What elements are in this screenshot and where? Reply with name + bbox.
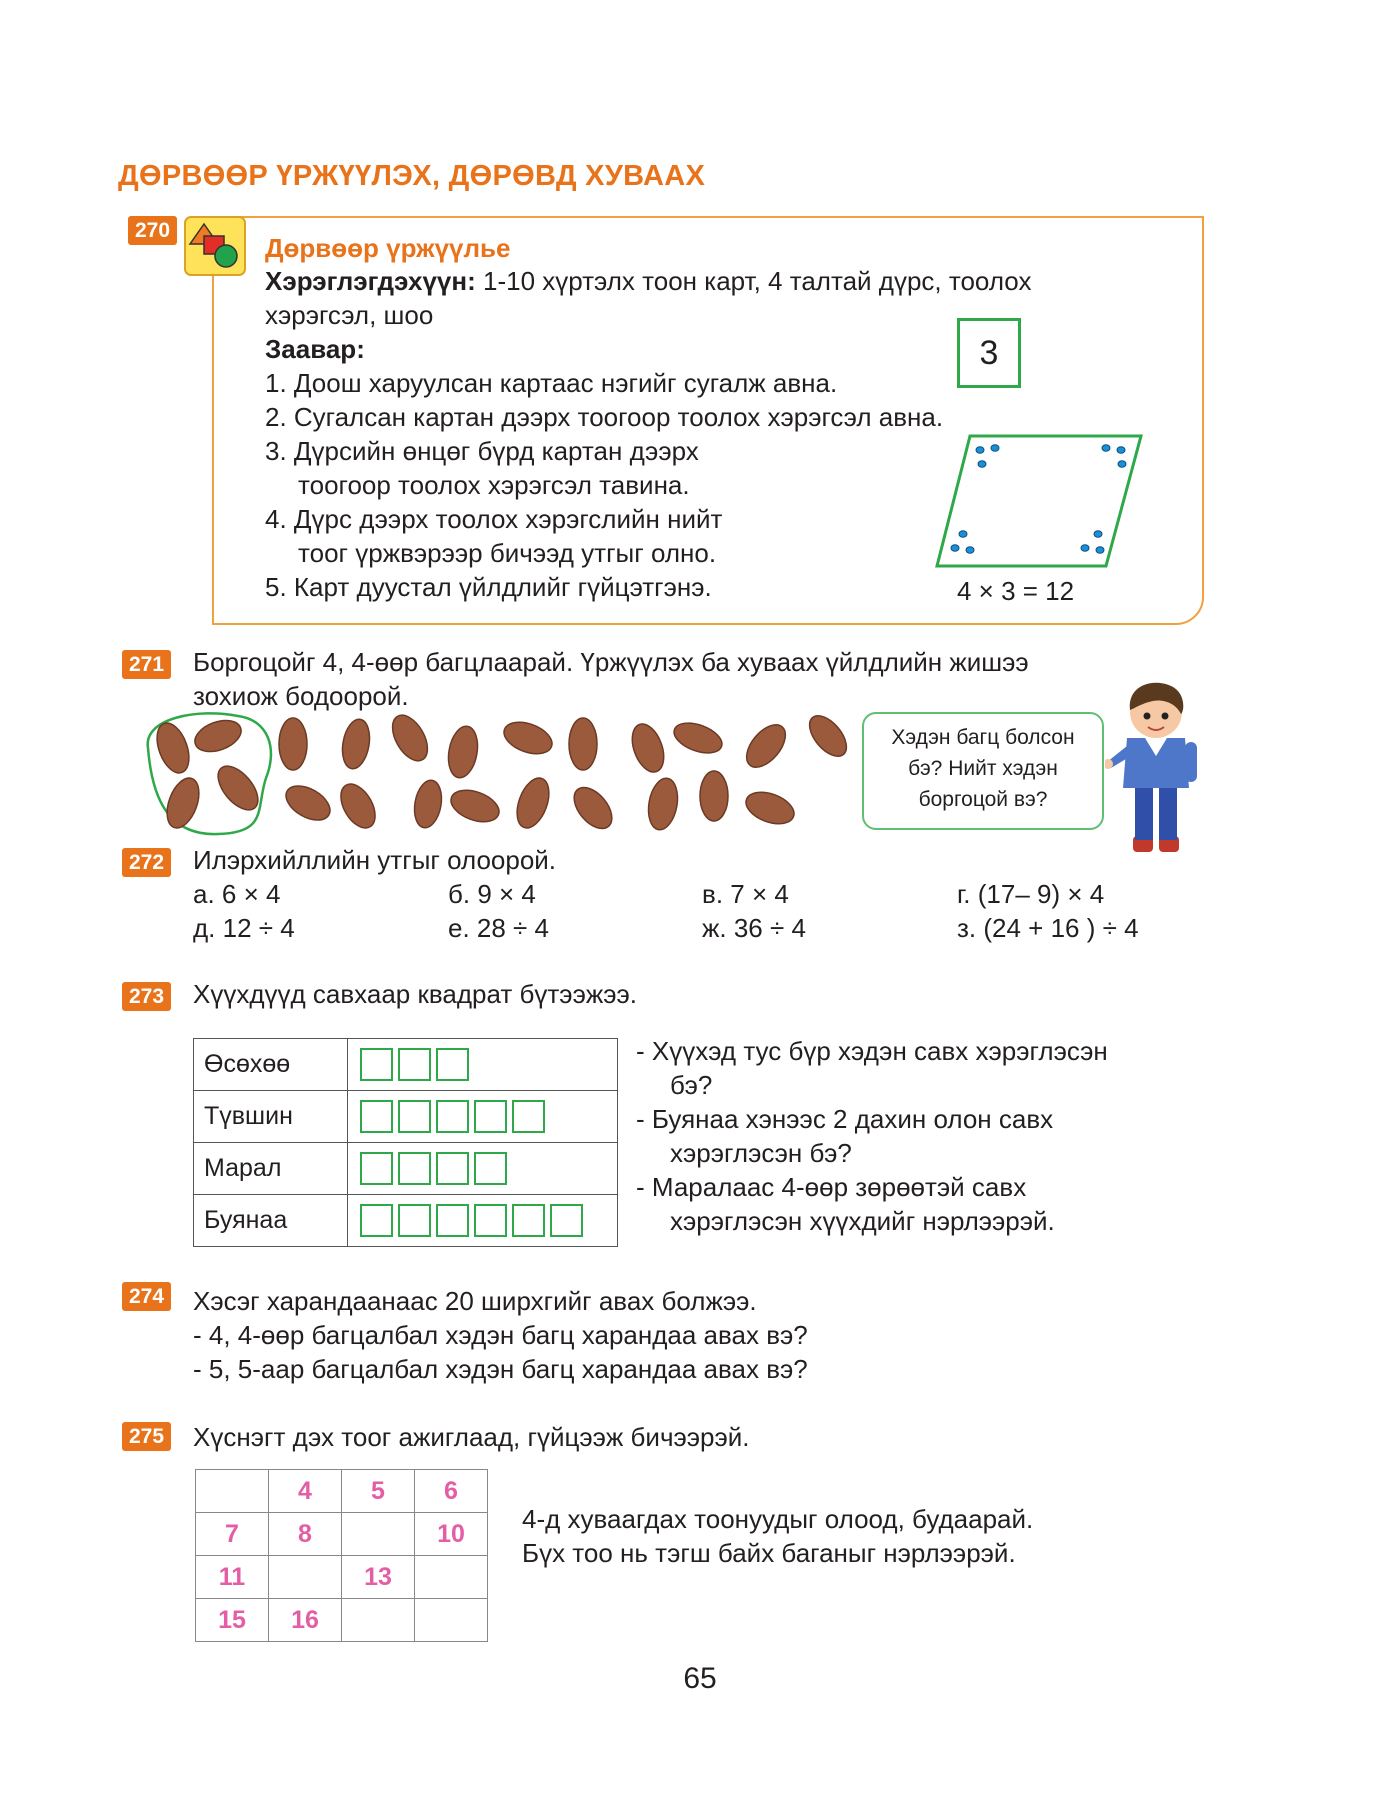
bubble-line-2: бэ? Нийт хэдэн xyxy=(908,757,1058,780)
number-grid xyxy=(195,1469,488,1642)
prompt-274: Хэсэг харандаанаас 20 ширхгийг авах болжээ. xyxy=(193,1286,757,1316)
prompt-273: Хүүхдүүд савхаар квадрат бүтээжээ. xyxy=(193,979,637,1009)
number-card: 3 xyxy=(957,318,1021,388)
question-273-3-cont: хэрэглэсэн хүүхдийг нэрлээрэй. xyxy=(670,1206,1055,1236)
question-273-1: - Хүүхэд тус бүр хэдэн савх хэрэглэсэн xyxy=(636,1036,1108,1066)
expr-zh: ж. 36 ÷ 4 xyxy=(702,913,806,943)
expr-z: з. (24 + 16 ) ÷ 4 xyxy=(957,913,1139,943)
grid-cell xyxy=(269,1556,342,1599)
child-name: Марал xyxy=(194,1143,348,1195)
equation-270: 4 × 3 = 12 xyxy=(957,576,1075,606)
prompt-271-line1: Боргоцойг 4, 4-өөр багцлаарай. Үржүүлэх ба хуваах үйлдлийн жишээ xyxy=(193,647,1029,677)
table-row xyxy=(196,1599,488,1642)
child-name: Өсөхөө xyxy=(194,1039,348,1091)
grid-cell xyxy=(342,1513,415,1556)
squares-row xyxy=(360,1204,616,1237)
bubble-line-1: Хэдэн багц болсон xyxy=(891,726,1075,749)
step-1: 1. Доош харуулсан картаас нэгийг сугалж авна. xyxy=(265,368,838,398)
square xyxy=(474,1204,507,1237)
square xyxy=(436,1204,469,1237)
step-4-cont: тоог үржвэрээр бичээд утгыг олно. xyxy=(298,538,717,568)
squares-row xyxy=(360,1100,616,1133)
grid-cell xyxy=(342,1599,415,1642)
problem-number-272: 272 xyxy=(122,848,171,877)
expr-v: в. 7 × 4 xyxy=(702,879,789,909)
square xyxy=(436,1100,469,1133)
activity-subtitle: Дөрвөөр үржүүлье xyxy=(265,233,511,263)
question-273-2: - Буянаа хэнээс 2 дахин олон савх xyxy=(636,1104,1054,1134)
step-4: 4. Дүрс дээрх тоолох хэрэгслийн нийт xyxy=(265,504,723,534)
parallelogram-figure xyxy=(935,432,1145,570)
expr-a: а. 6 × 4 xyxy=(193,879,281,909)
bubble-line-3: боргоцой вэ? xyxy=(918,788,1048,811)
square xyxy=(474,1152,507,1185)
speech-bubble xyxy=(862,712,1104,830)
question-273-1-cont: бэ? xyxy=(670,1070,713,1100)
question-274-2: - 5, 5-аар багцалбал хэдэн багц харандаа авах вэ? xyxy=(193,1354,808,1384)
expr-b: б. 9 × 4 xyxy=(448,879,536,909)
table-row xyxy=(196,1513,488,1556)
shapes-icon xyxy=(184,216,246,276)
square xyxy=(398,1152,431,1185)
squares-cell xyxy=(348,1091,618,1143)
square xyxy=(550,1204,583,1237)
table-row xyxy=(196,1470,488,1513)
table-row xyxy=(194,1039,618,1091)
squares-row xyxy=(360,1152,616,1185)
instructions-label: Заавар: xyxy=(265,334,365,364)
prompt-275: Хүснэгт дэх тоог ажиглаад, гүйцээж бичээрэй. xyxy=(193,1422,750,1452)
materials-text: 1-10 хүртэлх тоон карт, 4 талтай дүрс, тоолох xyxy=(475,266,1032,296)
task-275-2: Бүх тоо нь тэгш байх баганыг нэрлээрэй. xyxy=(522,1538,1016,1568)
grid-cell: 13 xyxy=(342,1556,415,1599)
boy-illustration xyxy=(1105,676,1215,862)
square xyxy=(360,1204,393,1237)
page-number: 65 xyxy=(683,1662,717,1695)
squares-row xyxy=(360,1048,616,1081)
problem-number-275: 275 xyxy=(122,1422,171,1451)
expr-e: е. 28 ÷ 4 xyxy=(448,913,550,943)
square xyxy=(360,1152,393,1185)
grid-cell: 15 xyxy=(196,1599,269,1642)
grid-cell: 10 xyxy=(415,1513,488,1556)
grid-cell: 5 xyxy=(342,1470,415,1513)
grid-cell: 11 xyxy=(196,1556,269,1599)
child-name: Буянаа xyxy=(194,1195,348,1247)
grid-cell: 4 xyxy=(269,1470,342,1513)
problem-number-273: 273 xyxy=(122,982,171,1011)
squares-cell xyxy=(348,1195,618,1247)
table-row xyxy=(196,1556,488,1599)
question-273-2-cont: хэрэглэсэн бэ? xyxy=(670,1138,852,1168)
grid-cell xyxy=(415,1599,488,1642)
grid-cell: 6 xyxy=(415,1470,488,1513)
square xyxy=(436,1048,469,1081)
materials-line-2: хэрэгсэл, шоо xyxy=(265,300,434,330)
sticks-table xyxy=(193,1038,618,1247)
square xyxy=(398,1204,431,1237)
step-5: 5. Карт дуустал үйлдлийг гүйцэтгэнэ. xyxy=(265,572,712,602)
question-273-3: - Маралаас 4-өөр зөрөөтэй савх xyxy=(636,1172,1027,1202)
table-row xyxy=(194,1195,618,1247)
squares-cell xyxy=(348,1143,618,1195)
square xyxy=(398,1100,431,1133)
materials-label: Хэрэглэгдэхүүн: xyxy=(265,266,476,296)
step-3: 3. Дүрсийн өнцөг бүрд картан дээрх xyxy=(265,436,699,466)
child-name: Түвшин xyxy=(194,1091,348,1143)
grid-cell xyxy=(415,1556,488,1599)
squares-cell xyxy=(348,1039,618,1091)
square xyxy=(398,1048,431,1081)
section-title: ДӨРВӨӨР ҮРЖҮҮЛЭХ, ДӨРӨВД ХУВААХ xyxy=(118,160,706,192)
prompt-272: Илэрхийллийн утгыг олоорой. xyxy=(193,845,557,875)
question-274-1: - 4, 4-өөр багцалбал хэдэн багц харандаа авах вэ? xyxy=(193,1320,808,1350)
task-275-1: 4-д хуваагдах тоонуудыг олоод, будаарай. xyxy=(522,1504,1034,1534)
pine-cones-illustration xyxy=(138,708,858,838)
table-row xyxy=(194,1143,618,1195)
step-2: 2. Сугалсан картан дээрх тоогоор тоолох хэрэгсэл авна. xyxy=(265,402,944,432)
problem-number-274: 274 xyxy=(122,1282,171,1311)
problem-number-270: 270 xyxy=(128,216,177,245)
expr-d: д. 12 ÷ 4 xyxy=(193,913,295,943)
problem-number-271: 271 xyxy=(122,650,171,679)
square xyxy=(474,1100,507,1133)
prompt-271-line2: зохиож бодоорой. xyxy=(193,681,409,711)
square xyxy=(360,1100,393,1133)
materials-line xyxy=(265,264,1031,298)
step-3-cont: тоогоор тоолох хэрэгсэл тавина. xyxy=(298,470,690,500)
grid-cell: 16 xyxy=(269,1599,342,1642)
grid-cell: 7 xyxy=(196,1513,269,1556)
grid-cell xyxy=(196,1470,269,1513)
grid-cell: 8 xyxy=(269,1513,342,1556)
table-row xyxy=(194,1091,618,1143)
square xyxy=(436,1152,469,1185)
square xyxy=(360,1048,393,1081)
expr-g: г. (17– 9) × 4 xyxy=(957,879,1105,909)
square xyxy=(512,1204,545,1237)
square xyxy=(512,1100,545,1133)
